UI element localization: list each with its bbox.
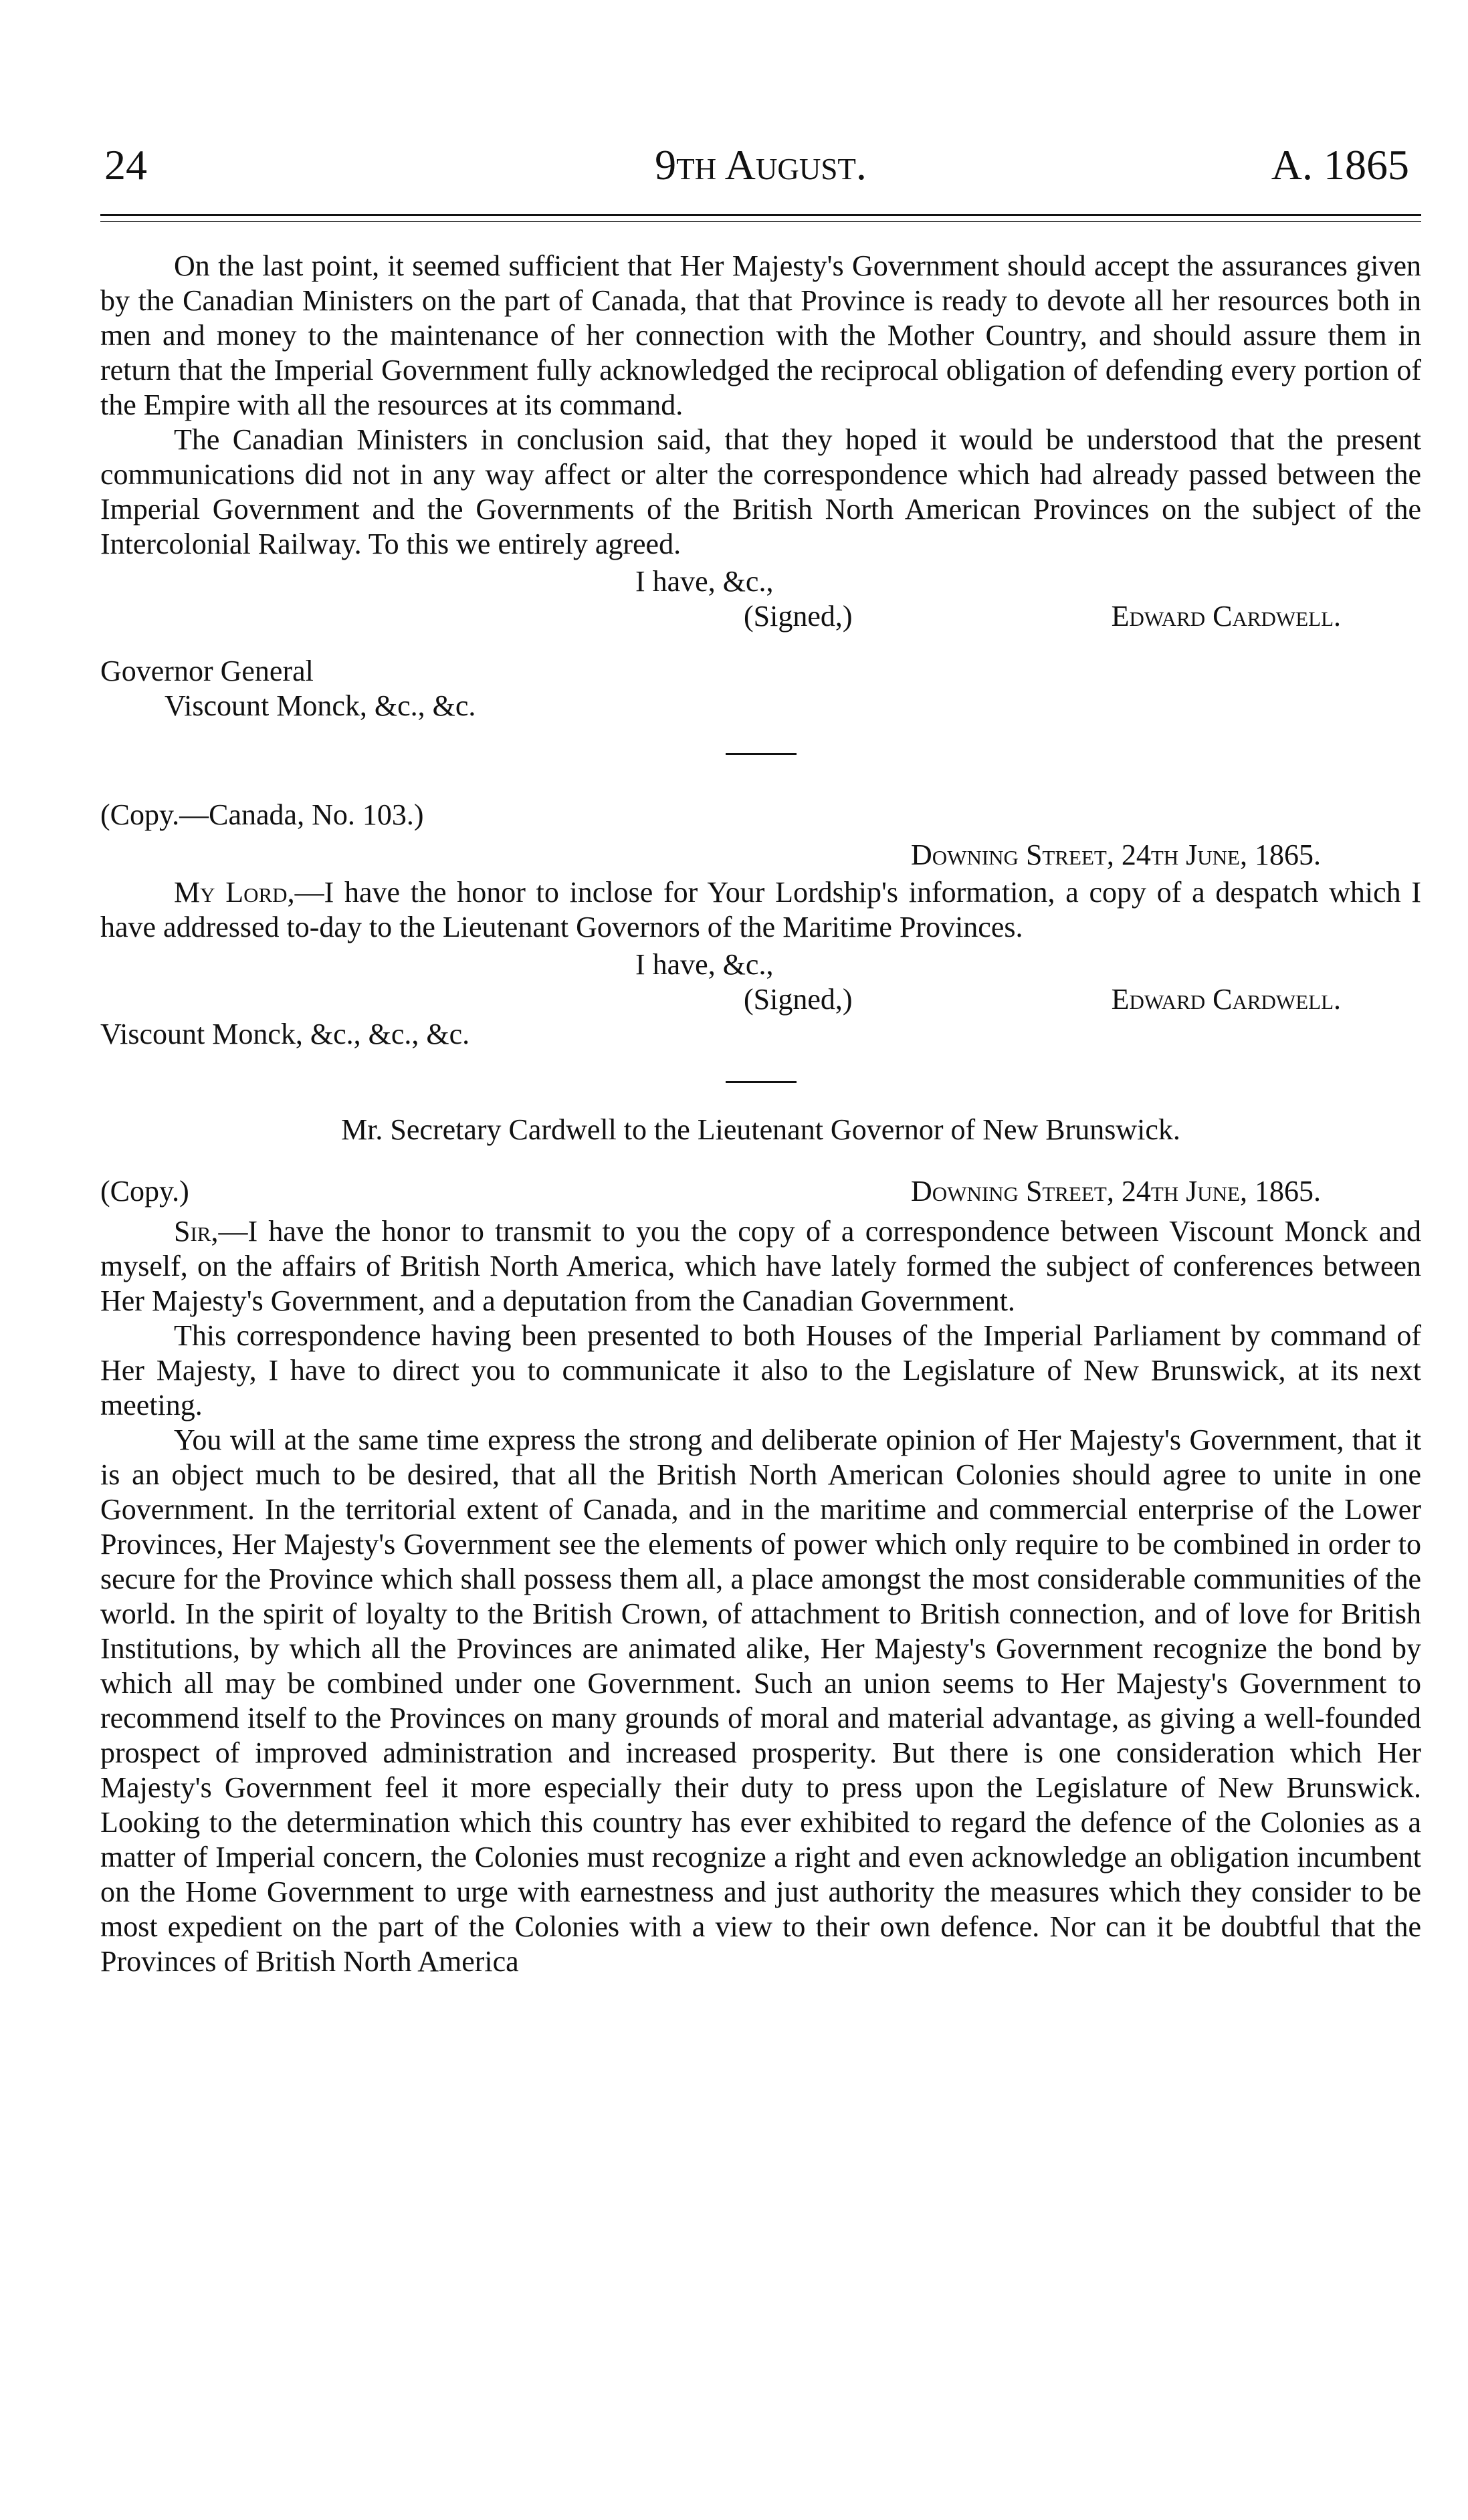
addressee: Viscount Monck, &c., &c., &c. <box>100 1018 470 1050</box>
letter-closing <box>100 564 1421 634</box>
salutation: Sir, <box>174 1215 219 1248</box>
running-header <box>100 140 1421 194</box>
signed-label: (Signed,) <box>744 600 853 633</box>
paragraph: This correspondence having been presented to both Houses of the Imperial Parliament by command of Her Majesty, I have to direct you to communicate it also to the Legislature of New Brunswick, at its next meeting. <box>100 1319 1421 1421</box>
paragraph: The Canadian Ministers in conclusion said, that they hoped it would be understood that the present communications did not in any way affect or alter the correspondence which had already passed between the Imperial Government and the Governments of the British North American Provinces on the subject of the Intercolonial Railway. To this we entirely agreed. <box>100 423 1421 560</box>
header-year: A. 1865 <box>1271 141 1409 189</box>
header-date: 9th August. <box>655 141 867 189</box>
paragraph-text: —I have the honor to inclose for Your Lordship's information, a copy of a despatch which I have addressed to-day to the Lieutenant Governors of the Maritime Provinces. <box>100 876 1421 943</box>
closing-formula: I have, &c., <box>635 948 774 981</box>
addressee: Governor General <box>100 655 314 687</box>
copy-label: (Copy.—Canada, No. 103.) <box>100 798 424 831</box>
dateline: Downing Street, 24th June, 1865. <box>911 838 1321 871</box>
page-number: 24 <box>104 141 147 189</box>
copy-label: (Copy.) <box>100 1175 189 1208</box>
salutation: My Lord, <box>174 876 295 909</box>
letter-closing <box>100 947 1421 1017</box>
paragraph: You will at the same time express the strong and deliberate opinion of Her Majesty's Government, that it is an object much to be desired, that all the British North American Colonies should agree to unite in one Government. In the territorial extent of Canada, and in the maritime and commercial enterprise of the Lower Provinces, Her Majesty's Government see the elements of power which only require to be combined in order to secure for the Province which shall possess them all, a place amongst the most considerable communities of the world. In the spirit of loyalty to the British Crown, of attachment to British connection, and of love for British Institutions, by which all the Provinces are animated alike, Her Majesty's Government recognize the bond by which all may be combined under one Government. Such an union seems to Her Majesty's Government to recommend itself to the Provinces on many grounds of moral and material advantage, as giving a well-founded prospect of improved administration and increased prosperity. But there is one consideration which Her Majesty's Government feel it more especially their duty to press upon the Legislature of New Brunswick. Looking to the determination which this country has ever exhibited to regard the defence of the Colonies as a matter of Imperial concern, the Colonies must recognize a right and even acknowledge an obligation incumbent on the Home Government to urge with earnestness and just authority the measures which they consider to be most expedient on the part of the Colonies with a view to their own defence. Nor can it be doubtful that the Provinces of British North America <box>100 1423 1421 1978</box>
section-divider <box>726 1081 797 1083</box>
paragraph <box>100 1214 1421 1319</box>
paragraph-text: —I have the honor to transmit to you the copy of a correspondence between Viscount Monck and myself, on the affairs of British North America, which have lately formed the subject of conferences between Her Majesty's Government, and a deputation from the Canadian Government. <box>100 1215 1421 1317</box>
letter-title: Mr. Secretary Cardwell to the Lieutenant Governor of New Brunswick. <box>341 1113 1180 1146</box>
section-divider <box>726 753 797 755</box>
header-rule <box>100 214 1421 222</box>
document-body <box>100 249 1421 1979</box>
copy-line <box>100 1174 1421 1214</box>
addressee: Viscount Monck, &c., &c. <box>165 689 476 722</box>
signer-name: Edward Cardwell. <box>1111 600 1341 633</box>
closing-formula: I have, &c., <box>635 565 774 598</box>
paragraph <box>100 875 1421 945</box>
paragraph: On the last point, it seemed sufficient that Her Majesty's Government should accept the assurances given by the Canadian Ministers on the part of Canada, that that Province is ready to devote all her resources both in men and money to the maintenance of her connection with the Mother Country, and should assure them in return that the Imperial Government fully acknowledged the reciprocal obligation of defending every portion of the Empire with all the resources at its command. <box>100 249 1421 421</box>
document-page <box>100 140 1421 1979</box>
copy-line <box>100 798 1421 838</box>
signer-name: Edward Cardwell. <box>1111 983 1341 1016</box>
dateline: Downing Street, 24th June, 1865. <box>911 1175 1321 1208</box>
signed-label: (Signed,) <box>744 983 853 1016</box>
